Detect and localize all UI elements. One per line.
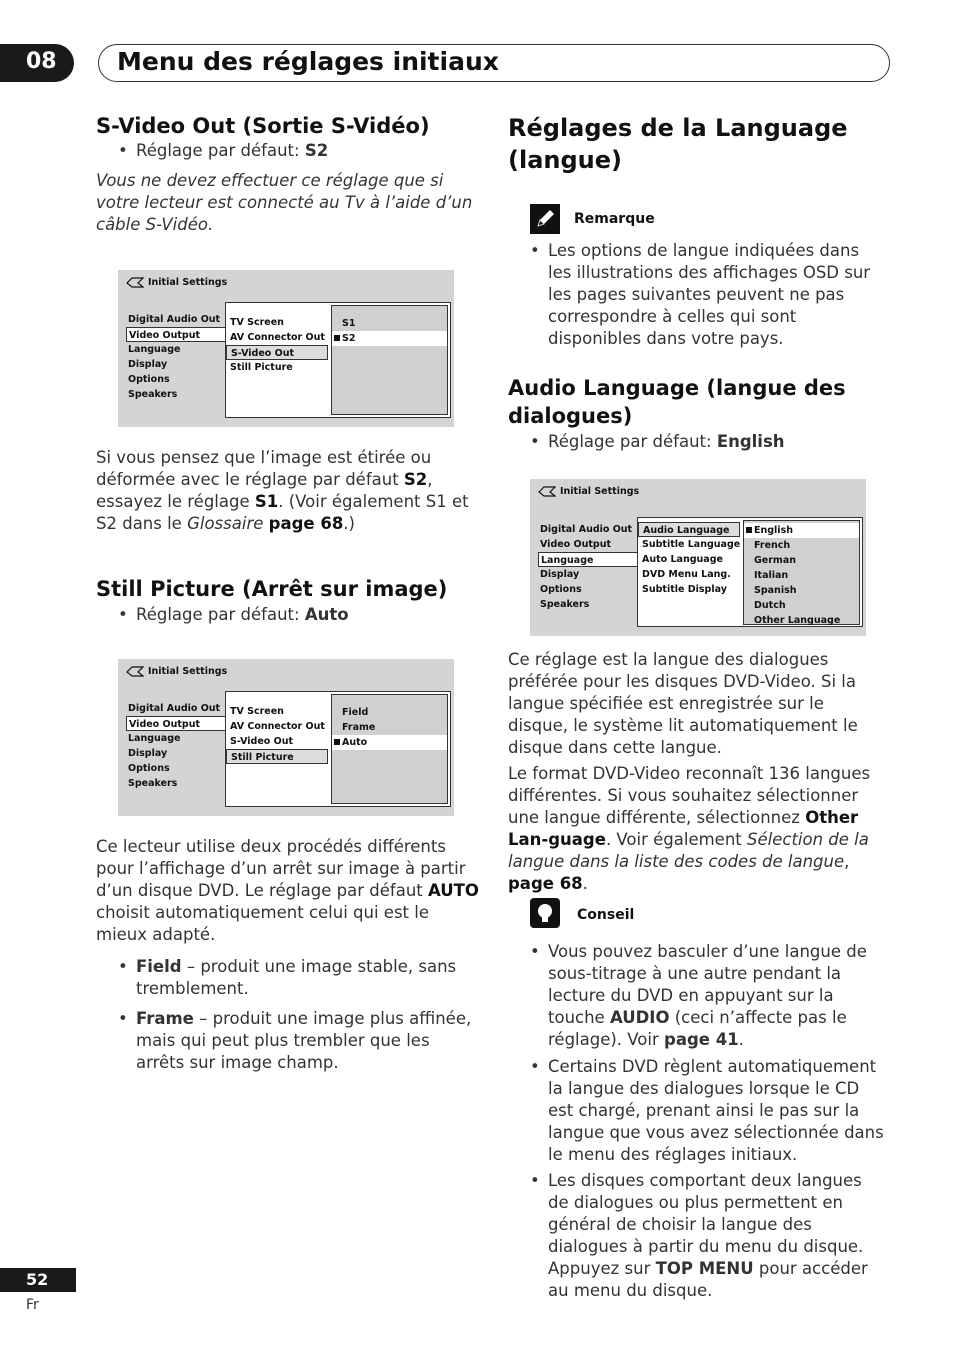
tip-lightbulb-icon <box>530 898 560 928</box>
osd-menu-item-selected: Video Output <box>126 716 232 731</box>
osd-option: Spanish <box>754 585 797 596</box>
osd-submenu-item-selected: Still Picture <box>226 749 328 764</box>
chapter-number: 08 <box>26 49 57 74</box>
osd-submenu-item: AV Connector Out <box>230 332 325 343</box>
osd-option: Field <box>342 707 369 718</box>
osd-options <box>331 694 448 804</box>
osd-menu-item-selected: Language <box>538 552 644 567</box>
svideo-default: • Réglage par défaut: S2 <box>118 141 329 160</box>
page-number-badge <box>0 1268 76 1292</box>
conseil-bullet-3: • Les disques comportant deux langues de dialogues ou plus permettent en général de choisir la langue des dialogues à partir du menu du disque. Appuyez sur TOP MENU pour accéder au menu du disque. <box>530 1171 868 1300</box>
osd-option: Other Language <box>754 615 841 626</box>
page-title: Menu des réglages initiaux <box>117 47 499 76</box>
osd-option-current: English <box>744 523 859 538</box>
settings-icon <box>538 486 556 497</box>
osd-submenu-item: TV Screen <box>230 317 284 328</box>
audio-default: • Réglage par défaut: English <box>530 432 785 451</box>
osd-menu-item: Digital Audio Out <box>128 314 221 325</box>
note-pencil-icon <box>530 204 560 234</box>
osd-option: S1 <box>342 318 356 329</box>
osd-title: Initial Settings <box>560 486 640 497</box>
language-heading: Réglages de la Language (langue) <box>508 114 848 174</box>
osd-submenu-item-selected: Audio Language <box>638 522 740 537</box>
still-paragraph: Ce lecteur utilise deux procédés différents pour l’affichage d’un arrêt sur image à partir d’un disque DVD. Le réglage par défaut AUTO choisit automatiquement celui qui est le mieux adapté. <box>96 837 479 944</box>
osd-submenu-item: DVD Menu Lang. <box>642 569 731 580</box>
still-bullet-field: • Field – produit une image stable, sans tremblement. <box>118 957 457 998</box>
default-value: S2 <box>304 141 329 160</box>
osd-header <box>126 277 227 288</box>
osd-main-menu <box>538 522 644 612</box>
osd-main-menu <box>126 312 232 402</box>
osd-options <box>331 305 448 415</box>
osd-submenu-item: TV Screen <box>230 706 284 717</box>
conseil-bullet-1: • Vous pouvez basculer d’une langue de sous-titrage à une autre pendant la lecture du DVD en appuyant sur la touche AUDIO (ceci n’affecte pas le réglage). Voir page 41. <box>530 942 867 1049</box>
language-code: Fr <box>26 1297 39 1313</box>
still-heading: Still Picture (Arrêt sur image) <box>96 577 448 601</box>
settings-icon <box>126 277 144 288</box>
svideo-note: Vous ne devez effectuer ce réglage que si votre lecteur est connecté au Tv à l’aide d’un câble S-Vidéo. <box>96 171 473 234</box>
osd-title: Initial Settings <box>148 666 228 677</box>
osd-menu-item-selected: Video Output <box>126 327 232 342</box>
osd-submenu-item: Subtitle Display <box>642 584 727 595</box>
conseil-bullet-2: • Certains DVD règlent automatiquement la langue des dialogues lorsque le CD est chargé, prenant ainsi le pas sur la langue que vous avez sélectionnée dans le menu des réglages initiaux. <box>530 1057 884 1164</box>
osd-menu-item: Options <box>128 763 170 774</box>
osd-menu-item: Speakers <box>540 599 590 610</box>
osd-menu-item: Display <box>128 359 168 370</box>
osd-menu-item: Speakers <box>128 389 178 400</box>
osd-svideo <box>118 270 454 427</box>
conseil-label: Conseil <box>577 907 635 923</box>
audio-language-heading: Audio Language (langue des dialogues) <box>508 376 846 428</box>
osd-menu-item: Digital Audio Out <box>540 524 633 535</box>
audio-paragraph-1: Ce réglage est la langue des dialogues préférée pour les disques DVD-Video. Si la langue spécifiée est enregistrée sur le disque, le système lit automatiquement le disque dans cette langue. <box>508 650 858 757</box>
osd-menu-item: Language <box>128 344 181 355</box>
audio-paragraph-2: Le format DVD-Video reconnaît 136 langues différentes. Si vous souhaitez sélectionner une langue différente, sélectionnez Other Lan-guage. Voir également Sélection de la langue dans la liste des codes de langue, page 68. <box>508 764 871 893</box>
osd-options <box>743 520 860 625</box>
osd-menu-item: Options <box>540 584 582 595</box>
osd-menu-item: Display <box>128 748 168 759</box>
osd-menu-item: Display <box>540 569 580 580</box>
osd-submenu-item-selected: S-Video Out <box>226 345 328 360</box>
osd-option: German <box>754 555 796 566</box>
settings-icon <box>126 666 144 677</box>
still-bullet-frame: • Frame – produit une image plus affinée, mais qui peut plus trembler que les arrêts sur image champ. <box>118 1009 472 1072</box>
osd-language <box>530 479 866 636</box>
osd-option: Frame <box>342 722 376 733</box>
osd-option: Dutch <box>754 600 786 611</box>
osd-menu-item: Speakers <box>128 778 178 789</box>
osd-menu-item: Digital Audio Out <box>128 703 221 714</box>
osd-header <box>126 666 227 677</box>
osd-submenu-item: Auto Language <box>642 554 723 565</box>
osd-option: Italian <box>754 570 789 581</box>
osd-header <box>538 486 639 497</box>
remarque-label: Remarque <box>574 211 655 227</box>
osd-option: French <box>754 540 791 551</box>
osd-menu-item: Options <box>128 374 170 385</box>
osd-option-current: S2 <box>332 331 447 346</box>
default-prefix: Réglage par défaut: <box>136 141 305 160</box>
osd-submenu-item: Subtitle Language <box>642 539 741 550</box>
still-default: • Réglage par défaut: Auto <box>118 605 349 624</box>
osd-submenu-item: AV Connector Out <box>230 721 325 732</box>
svideo-heading: S-Video Out (Sortie S-Vidéo) <box>96 114 430 138</box>
remarque-bullet: • Les options de langue indiquées dans les illustrations des affichages OSD sur les pages suivantes peuvent ne pas correspondre à celles qui sont disponibles dans votre pays. <box>530 241 871 348</box>
chapter-title-bar <box>98 44 890 82</box>
chapter-badge <box>0 44 74 82</box>
osd-submenu-item: S-Video Out <box>230 736 293 747</box>
osd-option-current: Auto <box>332 735 447 750</box>
svideo-paragraph: Si vous pensez que l’image est étirée ou déformée avec le réglage par défaut S2, essayez le réglage S1. (Voir également S1 et S2 dans le Glossaire page 68.) <box>96 448 469 533</box>
osd-menu-item: Language <box>128 733 181 744</box>
osd-main-menu <box>126 701 232 791</box>
osd-title: Initial Settings <box>148 277 228 288</box>
osd-submenu-item: Still Picture <box>230 362 293 373</box>
osd-still <box>118 659 454 816</box>
osd-menu-item: Video Output <box>540 539 612 550</box>
page-number: 52 <box>26 1270 49 1289</box>
